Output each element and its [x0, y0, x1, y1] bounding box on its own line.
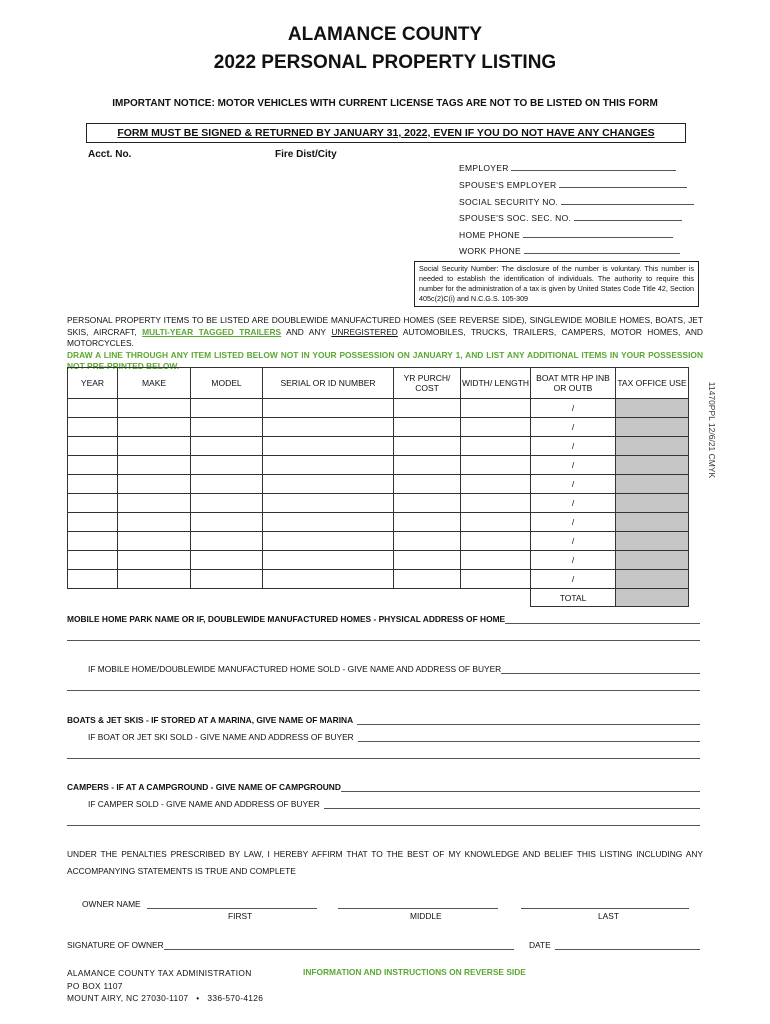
boat-motor-cell[interactable]: / [531, 551, 616, 570]
table-cell[interactable] [118, 437, 191, 456]
table-cell[interactable] [191, 475, 263, 494]
table-cell[interactable] [191, 513, 263, 532]
date-label: DATE [529, 940, 551, 950]
table-cell[interactable] [394, 570, 461, 589]
table-cell[interactable] [118, 418, 191, 437]
table-cell[interactable] [461, 437, 531, 456]
table-cell[interactable] [118, 570, 191, 589]
boat-motor-cell[interactable]: / [531, 418, 616, 437]
table-cell[interactable] [461, 418, 531, 437]
table-cell[interactable] [118, 532, 191, 551]
boat-sold-label: IF BOAT OR JET SKI SOLD - GIVE NAME AND ADDRESS OF BUYER [88, 732, 354, 742]
work-phone-field[interactable] [459, 246, 680, 256]
table-cell[interactable] [394, 399, 461, 418]
tax-office-cell[interactable] [616, 418, 689, 437]
table-cell[interactable] [263, 551, 394, 570]
boat-motor-cell[interactable]: / [531, 570, 616, 589]
table-cell[interactable] [191, 570, 263, 589]
table-cell[interactable] [461, 456, 531, 475]
table-cell[interactable] [191, 494, 263, 513]
mobile-sold-field[interactable] [88, 664, 700, 674]
tax-office-cell[interactable] [616, 570, 689, 589]
ssn-field[interactable] [459, 197, 694, 207]
table-row [68, 399, 689, 418]
acct-no-label: Acct. No. [88, 149, 132, 160]
tax-office-cell[interactable] [616, 494, 689, 513]
reverse-side-note: INFORMATION AND INSTRUCTIONS ON REVERSE SIDE [303, 967, 526, 977]
boat-motor-cell[interactable]: / [531, 437, 616, 456]
col-boat-motor: BOAT MTR HP INB OR OUTB [531, 368, 616, 399]
mobile-home-field[interactable] [67, 614, 700, 624]
deadline-text: FORM MUST BE SIGNED & RETURNED BY JANUARY 31, 2022, EVEN IF YOU DO NOT HAVE ANY CHANGES [117, 127, 655, 139]
table-row [68, 532, 689, 551]
table-row [68, 513, 689, 532]
table-cell[interactable] [118, 399, 191, 418]
table-cell[interactable] [118, 475, 191, 494]
multi-year-trailers-text: MULTI-YEAR TAGGED TRAILERS [142, 326, 282, 337]
table-cell[interactable] [394, 513, 461, 532]
mobile-home-line-2[interactable] [67, 640, 700, 641]
table-cell[interactable] [461, 399, 531, 418]
tax-office-cell[interactable] [616, 551, 689, 570]
table-cell[interactable] [191, 551, 263, 570]
col-model: MODEL [191, 368, 263, 399]
col-yr-purch: YR PURCH/ COST [394, 368, 461, 399]
table-cell[interactable] [394, 551, 461, 570]
fire-dist-label: Fire Dist/City [275, 149, 337, 160]
property-table [67, 367, 689, 607]
spouse-employer-label: SPOUSE'S EMPLOYER [459, 180, 557, 190]
title-county: ALAMANCE COUNTY [287, 24, 483, 45]
total-row [68, 589, 689, 607]
tax-office-cell[interactable] [616, 399, 689, 418]
table-cell[interactable] [68, 551, 118, 570]
table-cell[interactable] [461, 513, 531, 532]
col-year: YEAR [68, 368, 118, 399]
middle-label: MIDDLE [410, 911, 442, 921]
mobile-sold-label: IF MOBILE HOME/DOUBLEWIDE MANUFACTURED HOME SOLD - GIVE NAME AND ADDRESS OF BUYER [88, 664, 502, 674]
table-cell[interactable] [263, 399, 394, 418]
table-row [68, 475, 689, 494]
table-cell[interactable] [68, 475, 118, 494]
table-cell[interactable] [394, 437, 461, 456]
table-cell[interactable] [191, 437, 263, 456]
table-cell[interactable] [263, 418, 394, 437]
table-cell[interactable] [263, 513, 394, 532]
total-label: TOTAL [531, 589, 616, 607]
table-cell[interactable] [68, 437, 118, 456]
table-cell[interactable] [68, 513, 118, 532]
title-listing: 2022 PERSONAL PROPERTY LISTING [213, 52, 557, 73]
boat-motor-cell[interactable]: / [531, 456, 616, 475]
employer-label: EMPLOYER [459, 163, 509, 173]
table-cell[interactable] [394, 532, 461, 551]
table-row [68, 418, 689, 437]
instructions-part-c: AUTOMOBILES, TRUCKS, TRAILERS, CAMPERS, MOTOR HOMES, AND MOTORCYCLES. [67, 326, 703, 348]
table-cell[interactable] [118, 551, 191, 570]
affirmation-line-1: UNDER THE PENALTIES PRESCRIBED BY LAW, I HEREBY AFFIRM THAT TO THE BEST OF MY KNOWLEDGE AND BELIEF THIS LISTING INCLUDING ANY [67, 849, 703, 859]
campground-label: CAMPERS - IF AT A CAMPGROUND - GIVE NAME OF CAMPGROUND [67, 782, 341, 792]
tax-office-cell[interactable] [616, 532, 689, 551]
total-cell[interactable] [616, 589, 689, 607]
date-field[interactable] [529, 940, 700, 950]
org-name: ALAMANCE COUNTY TAX ADMINISTRATION [67, 968, 252, 978]
marina-field[interactable] [67, 715, 700, 725]
middle-name-line[interactable] [338, 908, 498, 909]
affirmation-line-2: ACCOMPANYING STATEMENTS IS TRUE AND COMPLETE [67, 866, 296, 876]
spouse-ssn-field[interactable] [459, 213, 682, 223]
table-cell[interactable] [68, 532, 118, 551]
table-cell[interactable] [68, 418, 118, 437]
table-cell[interactable] [461, 551, 531, 570]
signature-field[interactable] [67, 940, 514, 950]
tax-office-cell[interactable] [616, 513, 689, 532]
instructions-part-b: AND ANY [281, 326, 332, 337]
table-cell[interactable] [394, 418, 461, 437]
tax-office-cell[interactable] [616, 456, 689, 475]
table-cell[interactable] [68, 399, 118, 418]
table-cell[interactable] [461, 475, 531, 494]
first-name-line[interactable] [147, 908, 317, 909]
owner-name-label: OWNER NAME [82, 899, 141, 909]
boat-motor-cell[interactable]: / [531, 513, 616, 532]
boat-sold-line-2[interactable] [67, 758, 700, 759]
ssn-label: SOCIAL SECURITY NO. [459, 197, 559, 207]
first-label: FIRST [228, 911, 253, 921]
table-cell[interactable] [191, 456, 263, 475]
table-cell[interactable] [394, 494, 461, 513]
table-cell[interactable] [461, 570, 531, 589]
draw-line-instruction: DRAW A LINE THROUGH ANY ITEM LISTED BELOW NOT IN YOUR POSSESSION ON JANUARY 1, AND LIST ANY ADDITIONAL ITEMS IN YOUR POSSESSION NOT PRE-PRINTED BELOW. [67, 349, 703, 371]
table-cell[interactable] [263, 532, 394, 551]
last-name-line[interactable] [521, 908, 689, 909]
phone-number: 336-570-4126 [207, 993, 264, 1003]
work-phone-label: WORK PHONE [459, 246, 522, 256]
table-cell[interactable] [263, 456, 394, 475]
ssn-disclosure-box: Social Security Number: The disclosure of the number is voluntary. This number is needed to establish the identification of individuals. The authority to require this number for the administration of a tax is given by United States Code Title 42, Section 405c(2)C(i) and N.C.G.S. 105-309 [414, 261, 699, 307]
boat-motor-cell[interactable]: / [531, 494, 616, 513]
mobile-home-label: MOBILE HOME PARK NAME OR IF, DOUBLEWIDE MANUFACTURED HOMES - PHYSICAL ADDRESS OF HOME [67, 614, 506, 624]
table-cell[interactable] [118, 456, 191, 475]
po-box: PO BOX 1107 [67, 980, 123, 991]
table-row [68, 570, 689, 589]
table-cell[interactable] [191, 418, 263, 437]
boat-motor-cell[interactable]: / [531, 475, 616, 494]
table-cell[interactable] [263, 570, 394, 589]
camper-sold-field[interactable] [88, 799, 700, 809]
last-label: LAST [598, 911, 619, 921]
bullet-separator: • [196, 993, 200, 1003]
table-cell[interactable] [263, 475, 394, 494]
table-cell[interactable] [118, 494, 191, 513]
col-serial: SERIAL OR ID NUMBER [263, 368, 394, 399]
motor-vehicle-notice: IMPORTANT NOTICE: MOTOR VEHICLES WITH CURRENT LICENSE TAGS ARE NOT TO BE LISTED ON THIS FORM [112, 98, 658, 109]
table-header-row [68, 368, 689, 399]
home-phone-label: HOME PHONE [459, 230, 521, 240]
table-row [68, 437, 689, 456]
signature-label: SIGNATURE OF OWNER [67, 940, 164, 950]
table-cell[interactable] [394, 475, 461, 494]
city-zip: MOUNT AIRY, NC 27030-1107 [67, 993, 189, 1003]
tax-office-cell[interactable] [616, 437, 689, 456]
spouse-ssn-label: SPOUSE'S SOC. SEC. NO. [459, 213, 572, 223]
total-spacer [68, 589, 531, 607]
property-table-body [68, 399, 689, 589]
table-cell[interactable] [263, 494, 394, 513]
boat-motor-cell[interactable]: / [531, 399, 616, 418]
form-code: 11470PPL 12/6/21 CMYK [707, 381, 717, 479]
camper-sold-label: IF CAMPER SOLD - GIVE NAME AND ADDRESS OF BUYER [88, 799, 320, 809]
col-width-length: WIDTH/ LENGTH [461, 368, 531, 399]
home-phone-field[interactable] [459, 230, 673, 240]
unregistered-text: UNREGISTERED [331, 326, 398, 337]
col-tax-office: TAX OFFICE USE [616, 368, 689, 399]
employer-field[interactable] [459, 163, 676, 173]
instructions-part-a: PERSONAL PROPERTY ITEMS TO BE LISTED ARE DOUBLEWIDE MANUFACTURED HOMES (SEE REVERSE SIDE), SINGLEWIDE MOBILE HOMES, BOATS, JET SKIS, AIRCRAFT, [67, 315, 703, 337]
boat-sold-field[interactable] [88, 732, 700, 742]
table-cell[interactable] [461, 494, 531, 513]
table-row [68, 456, 689, 475]
camper-sold-line-2[interactable] [67, 825, 700, 826]
table-cell[interactable] [68, 494, 118, 513]
deadline-banner [86, 123, 686, 143]
table-cell[interactable] [394, 456, 461, 475]
table-cell[interactable] [68, 570, 118, 589]
table-row [68, 551, 689, 570]
tax-admin-address [67, 967, 263, 1005]
table-row [68, 494, 689, 513]
table-cell[interactable] [263, 437, 394, 456]
city-phone-line [67, 992, 263, 1005]
boat-motor-cell[interactable]: / [531, 532, 616, 551]
table-cell[interactable] [461, 532, 531, 551]
tax-office-cell[interactable] [616, 475, 689, 494]
table-cell[interactable] [68, 456, 118, 475]
table-cell[interactable] [118, 513, 191, 532]
spouse-employer-field[interactable] [459, 180, 687, 190]
table-cell[interactable] [191, 399, 263, 418]
col-make: MAKE [118, 368, 191, 399]
marina-label: BOATS & JET SKIS - IF STORED AT A MARINA, GIVE NAME OF MARINA [67, 715, 354, 725]
campground-field[interactable] [67, 782, 700, 792]
listing-instructions [67, 315, 703, 373]
mobile-sold-line-2[interactable] [67, 690, 700, 691]
table-cell[interactable] [191, 532, 263, 551]
